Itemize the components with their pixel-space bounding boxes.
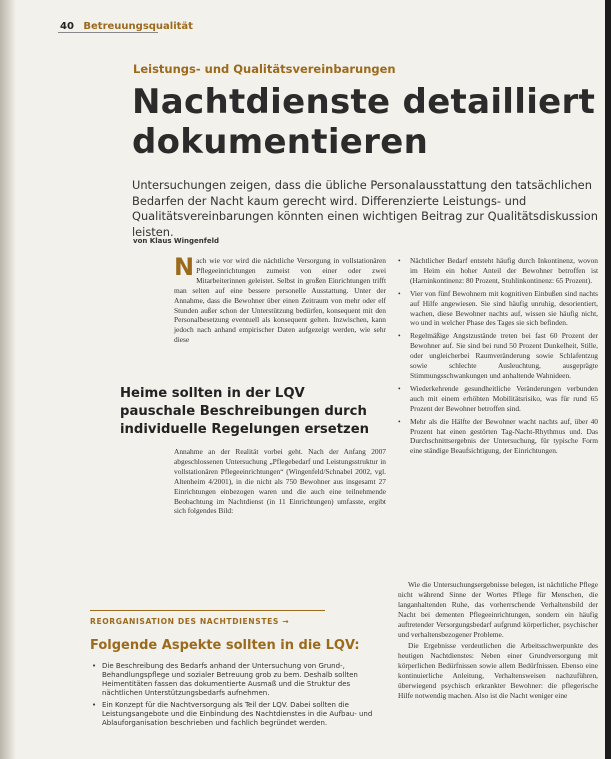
findings-list-item: • Mehr als die Hälfte der Bewohner wacht nachts auf, über 40 Prozent hat einen gestörten Tag-Nacht-Rhythmus und. Das Durchschnittsergebnis der Untersuchung, für typische Form eine ständige Beaufsichtigung, der Einrichtungen. xyxy=(398,417,598,457)
body-column-left xyxy=(174,253,386,345)
section-tag: Betreuungsqualität xyxy=(83,21,193,32)
page-number: 40 xyxy=(60,21,74,32)
article-headline: Nachtdienste detailliert dokumentieren xyxy=(132,82,596,162)
article-author: von Klaus Wingenfeld xyxy=(133,237,219,245)
box-list-item: • Die Beschreibung des Bedarfs anhand der Untersuchung von Grund-, Behandlungspflege und sozialer Betreuung grob zu bem. Deshalb sollten Heimentitäten fassen das dokumentierte Ausmaß und die Struktur des nächtlichen Unterstützungsbedarfs aufnehmen. xyxy=(92,662,387,698)
article-lead: Untersuchungen zeigen, dass die übliche Personalausstattung den tatsächlichen Bedarfen der Nacht kaum gerecht wird. Differenzierte Leistungs- und Qualitätsvereinbarungen könnten einen wichtigen Beitrag zur Qualitätsdiskussion leisten. xyxy=(132,178,598,239)
findings-list-item: • Nächtlicher Bedarf entsteht häufig durch Inkontinenz, wovon im Heim ein hoher Anteil der Bewohner betroffen ist (Harninkontinenz: 80 Prozent, Stuhlinkontinenz: 65 Prozent). xyxy=(398,256,598,286)
paragraph: Die Ergebnisse verdeutlichen die Arbeitsschwerpunkte des heutigen Nachtdienstes: Neben einer Grundversorgung mit körperlichen Bedürfnissen sowie allem Bedürfnissen. Ebenso eine kontinuierliche Anleitung, Verhaltensweisen nachzuführen, überwiegend psychisch erkrankter Bewohner: die pflegerische Hilfe notwendig machen. Also ist die Nacht weniger eine xyxy=(398,641,598,700)
body-column-right-bullets xyxy=(398,256,598,459)
box-rule xyxy=(90,610,325,611)
findings-list-item: • Wiederkehrende gesundheitliche Veränderungen verbunden auch mit einem erhöhten Mobilitätsrisiko, was für rund 65 Prozent der Bewohner betroffen sind. xyxy=(398,384,598,414)
intro-text: ach wie vor wird die nächtliche Versorgung in vollstationären Pflegeeinrichtungen zumeist von einer oder zwei Mitarbeiterinnen geleistet. Selbst in großen Einrichtungen trifft man selten auf eine bessere personelle Ausstattung. Unter der Annahme, dass die Bewohner über einen Zeitraum von mehr oder elf Stunden außer schon der Unterstützung bedürfen, konsequent mit den Personalbesetzung eventuell als konsequent gelten. Inzwischen, kann jedoch nach anhand empirischer Daten aufgezeigt werden, wie sehr diese xyxy=(174,256,386,345)
drop-cap: N xyxy=(174,253,195,281)
body-column-left-continued: Annahme an der Realität vorbei geht. Nach der Anfang 2007 abgeschlossenen Untersuchung „Pflegebedarf und Leistungsstruktur in vollstationären Pflegeeinrichtungen“ (Wingenfeld/Schnabel 2002, vgl. Altenheim 4/2001), in die nicht als 750 Bewohner aus insgesamt 27 Einrichtungen einbezogen waren und die auch eine teilnehmende Beobachtung im Nachtdienst (in 11 Einrichtungen) umfasste, ergibt sich folgendes Bild: xyxy=(174,447,386,516)
page-gutter-shadow xyxy=(0,0,16,759)
findings-list-item: • Vier von fünf Bewohnern mit kognitiven Einbußen sind nachts auf Hilfe angewiesen. Sie sind häufig unruhig, desorientiert, wachen, diese Bewohner nachts auf, wissen sie häufig nicht, wo und in welcher Phase des Tages sie sich befinden. xyxy=(398,289,598,329)
article-subheading: Heime sollten in der LQV pauschale Beschreibungen durch individuelle Regelungen ersetzen xyxy=(120,386,370,437)
article-kicker: Leistungs- und Qualitätsvereinbarungen xyxy=(133,62,396,76)
box-list-item: • Ein Konzept für die Nachtversorgung als Teil der LQV. Dabei sollten die Leistungsangebote und die Einbindung des Nachtdienstes in die Aufbau- und Ablauforganisation beschrieben und fachlich begründet werden. xyxy=(92,701,387,728)
findings-list-item: • Regelmäßige Angstzustände treten bei fast 60 Prozent der Bewohner auf. Sie sind bei rund 50 Prozent Dunkelheit, Stille, oder ungleicherbei Raumveränderung sowie Schlafentzug sowie schlechte Ausleuchtung, ausgeprägte Stimmungsschwankungen und anhaltende Wahnideen. xyxy=(398,331,598,381)
page-edge xyxy=(605,0,611,759)
paragraph: Wie die Untersuchungsergebnisse belegen, ist nächtliche Pflege nicht während Sinne der Wortes Pflege für Menschen, die langanhaltenden Ruhe, das vorherrschende Verhaltensbild der Nacht bei dementen Pflegeeinrichtungen, sondern ein häufig auftretender Versorgungsbedarf aufgrund körperlicher, psychischer und verhaltensbezogener Probleme. xyxy=(398,580,598,639)
box-list xyxy=(92,662,387,731)
box-title: Folgende Aspekte sollten in die LQV: xyxy=(90,638,360,653)
header-rule xyxy=(58,32,158,33)
body-column-right-text xyxy=(398,580,598,703)
running-header xyxy=(60,21,193,32)
box-label: REORGANISATION DES NACHTDIENSTES → xyxy=(90,617,290,626)
